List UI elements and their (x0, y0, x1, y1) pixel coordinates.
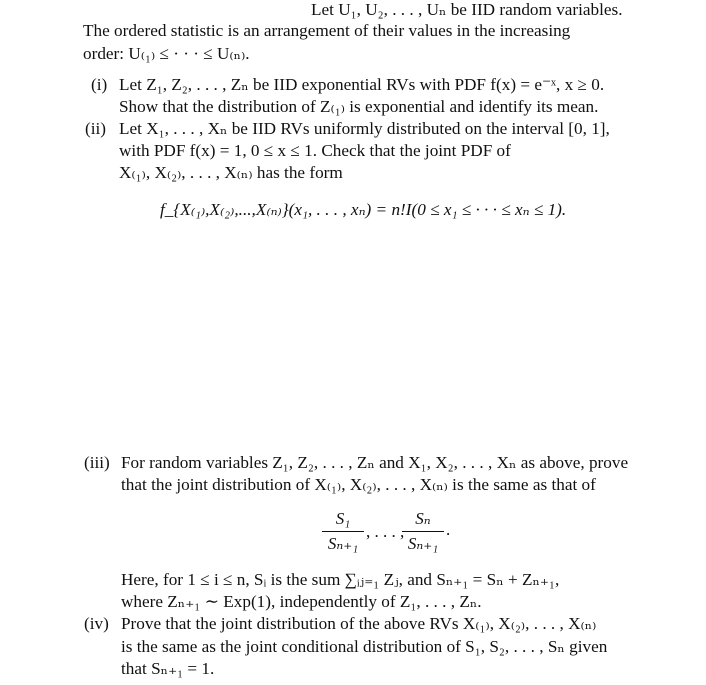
intro-line-1: Let U₁, U₂, . . . , Uₙ be IID random variables. (311, 0, 623, 19)
item-iii-line-1: For random variables Z₁, Z₂, . . . , Zₙ and X₁, X₂, . . . , Xₙ as above, prove (121, 453, 629, 472)
intro-line-3: order: U₍₁₎ ≤ · · · ≤ U₍ₙ₎. (83, 44, 250, 63)
item-iii-line-4: where Zₙ₊₁ ∼ Exp(1), independently of Z₁, . . . , Zₙ. (121, 592, 482, 611)
item-iv-line-3: that Sₙ₊₁ = 1. (121, 659, 215, 678)
item-ii-line-3: X₍₁₎, X₍₂₎, . . . , X₍ₙ₎ has the form (119, 163, 343, 182)
fraction-separator: , . . . , (366, 522, 405, 541)
item-iii-line-2: that the joint distribution of X₍₁₎, X₍₂₎, . . . , X₍ₙ₎ is the same as that of (121, 475, 596, 494)
item-iv-line-2: is the same as the joint conditional distribution of S₁, S₂, . . . , Sₙ given (121, 637, 608, 656)
fraction-2-denominator: Sₙ₊₁ (407, 534, 439, 553)
fraction-s1-over-sn1 (322, 509, 364, 554)
fraction-1-denominator: Sₙ₊₁ (327, 534, 359, 553)
fraction-sn-over-sn1 (402, 509, 444, 554)
item-ii-line-1: Let X₁, . . . , Xₙ be IID RVs uniformly distributed on the interval [0, 1], (119, 119, 610, 138)
fraction-1-numerator: S₁ (335, 509, 351, 528)
item-i-line-1: Let Z₁, Z₂, . . . , Zₙ be IID exponential RVs with PDF f(x) = e⁻ˣ, x ≥ 0. (119, 75, 605, 94)
fraction-2-numerator: Sₙ (415, 509, 431, 528)
item-i-marker: (i) (91, 75, 108, 94)
item-iv-marker: (iv) (84, 614, 109, 633)
item-iv-line-1: Prove that the joint distribution of the above RVs X₍₁₎, X₍₂₎, . . . , X₍ₙ₎ (121, 614, 597, 633)
fraction-period: . (446, 520, 451, 539)
item-iii-marker: (iii) (84, 453, 110, 472)
item-ii-marker: (ii) (85, 119, 106, 138)
item-iii-line-3: Here, for 1 ≤ i ≤ n, Sᵢ is the sum ∑ᵢⱼ₌₁ Zⱼ, and Sₙ₊₁ = Sₙ + Zₙ₊₁, (121, 570, 560, 589)
intro-line-2: The ordered statistic is an arrangement of their values in the increasing (83, 21, 571, 40)
fraction-2-bar (402, 531, 444, 532)
item-ii-formula: f_{X₍₁₎,X₍₂₎,...,X₍ₙ₎}(x₁, . . . , xₙ) = n!I(0 ≤ x₁ ≤ · · · ≤ xₙ ≤ 1). (160, 200, 567, 219)
fraction-1-bar (322, 531, 364, 532)
item-ii-line-2: with PDF f(x) = 1, 0 ≤ x ≤ 1. Check that the joint PDF of (119, 141, 511, 160)
item-i-line-2: Show that the distribution of Z₍₁₎ is exponential and identify its mean. (119, 97, 599, 116)
